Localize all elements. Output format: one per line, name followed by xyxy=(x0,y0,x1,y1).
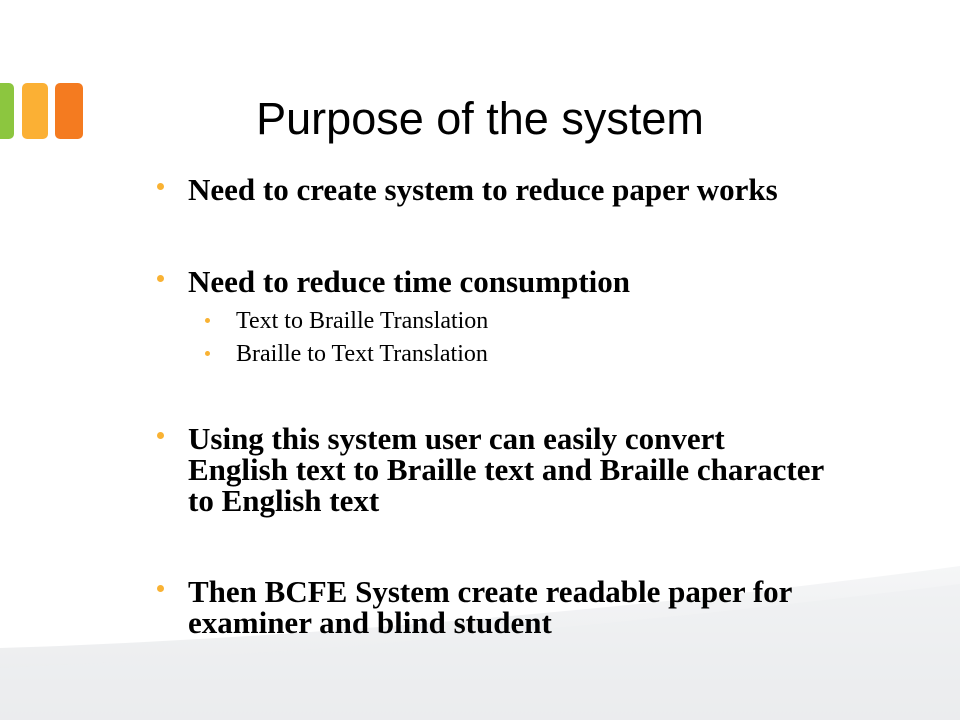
sub-bullet-marker xyxy=(205,351,210,356)
sub-bullet-item xyxy=(236,305,488,338)
bullet-item xyxy=(188,174,778,205)
sub-bullet-list xyxy=(236,305,488,371)
bullet-marker xyxy=(157,585,164,592)
bullet-text: Need to reduce time consumption xyxy=(188,264,630,299)
bullet-text-line: English text to Braille text and Braille character xyxy=(188,452,825,487)
slide-title: Purpose of the system xyxy=(256,93,704,144)
bullet-text-line: examiner and blind student xyxy=(188,605,552,640)
bullet-marker xyxy=(157,183,164,190)
sub-bullet-text: Text to Braille Translation xyxy=(236,308,489,334)
bullet-text-line: Using this system user can easily convert xyxy=(188,421,725,456)
bullet-text-line: to English text xyxy=(188,483,380,518)
bullet-item xyxy=(188,576,792,638)
bullet-item xyxy=(188,423,824,516)
sub-bullet-item xyxy=(236,338,488,371)
sub-bullet-marker xyxy=(205,318,210,323)
bullet-text-line: Then BCFE System create readable paper for xyxy=(188,574,793,609)
bullet-item xyxy=(188,266,630,297)
bullet-marker xyxy=(157,275,164,282)
sub-bullet-text: Braille to Text Translation xyxy=(236,341,488,367)
bullet-marker xyxy=(157,432,164,439)
bullet-text: Need to create system to reduce paper works xyxy=(188,172,778,207)
